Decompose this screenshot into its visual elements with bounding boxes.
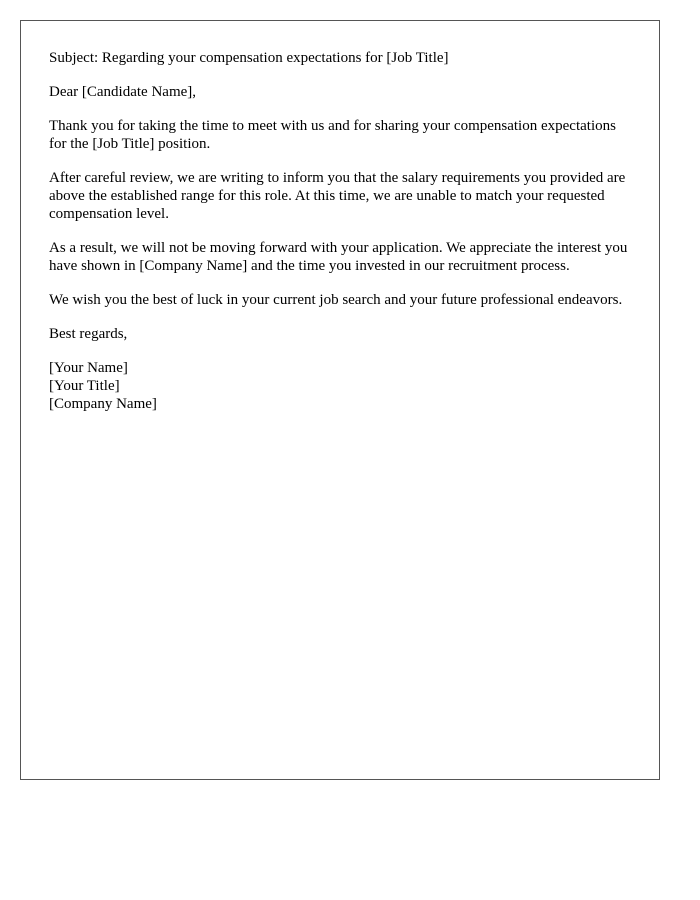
signature-title: [Your Title] <box>49 378 120 394</box>
signature-name: [Your Name] <box>49 360 128 376</box>
signature-block <box>49 359 631 413</box>
body-paragraph-3: As a result, we will not be moving forward with your application. We appreciate the interest you have shown in [Company Name] and the time you invested in our recruitment process. <box>49 240 628 274</box>
salutation: Dear [Candidate Name], <box>49 84 197 100</box>
body-paragraph-2: After careful review, we are writing to inform you that the salary requirements you provided are above the established range for this role. At this time, we are unable to match your requested compensation level. <box>49 170 626 222</box>
body-paragraph-4: We wish you the best of luck in your current job search and your future professional endeavors. <box>49 292 623 308</box>
subject-line: Subject: Regarding your compensation expectations for [Job Title] <box>49 50 449 66</box>
letter-page <box>20 20 660 780</box>
signature-company: [Company Name] <box>49 396 157 412</box>
closing: Best regards, <box>49 326 128 342</box>
body-paragraph-1: Thank you for taking the time to meet with us and for sharing your compensation expectations for the [Job Title] position. <box>49 118 616 152</box>
